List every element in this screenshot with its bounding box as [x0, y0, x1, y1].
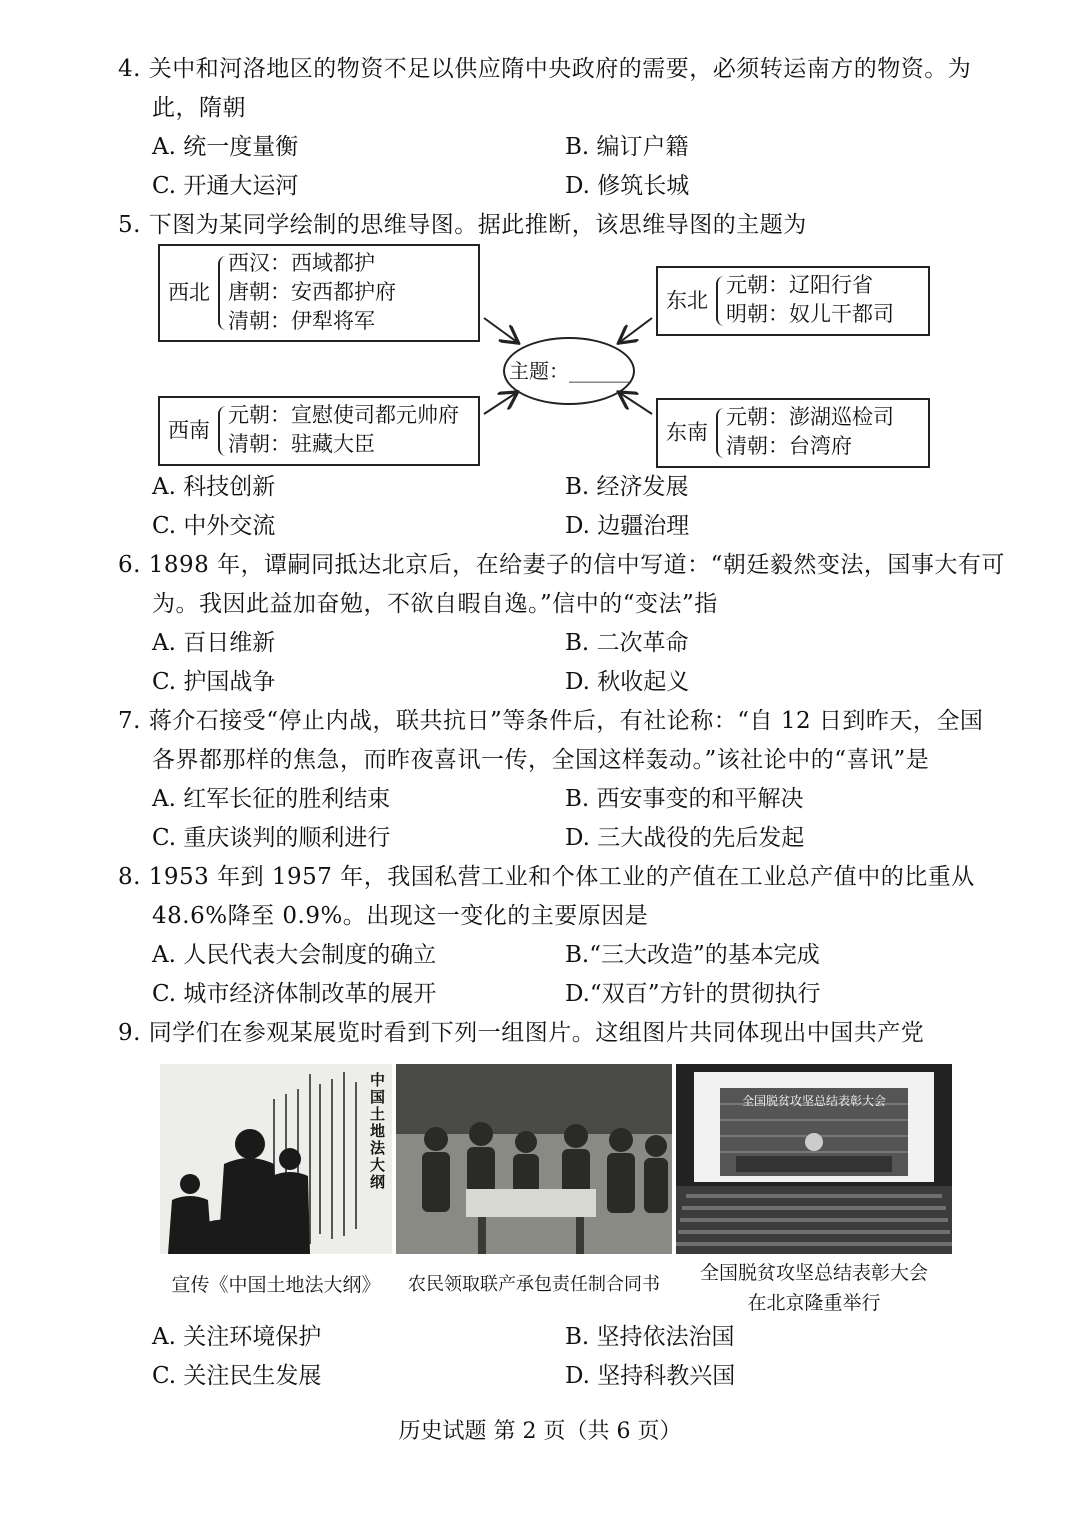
caption-photo-1: 宣传《中国土地法大纲》	[171, 1274, 381, 1296]
photo-land-law-propaganda	[160, 1064, 392, 1254]
question-4-stem-line1: 4. 关中和河洛地区的物资不足以供应隋中央政府的需要，必须转运南方的物资。为	[118, 56, 972, 82]
arrow-southwest	[484, 393, 516, 414]
question-7-stem-line1: 7. 蒋介石接受“停止内战，联共抗日”等条件后，有社论称：“自 12 日到昨天，全国	[118, 708, 984, 734]
q6-option-b[interactable]: B. 二次革命	[565, 630, 689, 656]
q8-option-c[interactable]: C. 城市经济体制改革的展开	[152, 981, 437, 1007]
q4-option-d[interactable]: D. 修筑长城	[565, 173, 690, 199]
question-8-stem-line1: 8. 1953 年到 1957 年，我国私营工业和个体工业的产值在工业总产值中的比重从	[118, 864, 975, 890]
q7-option-b[interactable]: B. 西安事变的和平解决	[565, 786, 804, 812]
page-footer: 历史试题 第 2 页（共 6 页）	[398, 1419, 682, 1444]
q7-option-a[interactable]: A. 红军长征的胜利结束	[152, 786, 391, 812]
question-5-stem: 5. 下图为某同学绘制的思维导图。据此推断，该思维导图的主题为	[118, 212, 807, 238]
question-9-stem: 9. 同学们在参观某展览时看到下列一组图片。这组图片共同体现出中国共产党	[118, 1020, 925, 1046]
question-8-stem-line2: 48.6%降至 0.9%。出现这一变化的主要原因是	[152, 903, 649, 929]
arrow-southeast	[620, 393, 652, 414]
q9-option-c[interactable]: C. 关注民生发展	[152, 1363, 322, 1389]
q4-option-c[interactable]: C. 开通大运河	[152, 173, 299, 199]
q9-option-a[interactable]: A. 关注环境保护	[152, 1324, 322, 1350]
q9-option-b[interactable]: B. 坚持依法治国	[565, 1324, 735, 1350]
caption-photo-3-line2: 在北京隆重举行	[747, 1292, 881, 1314]
question-7-stem-line2: 各界都那样的焦急，而昨夜喜讯一传，全国这样轰动。”该社论中的“喜讯”是	[152, 747, 930, 773]
mindmap-item: 唐朝：安西都护府	[228, 280, 396, 304]
q6-option-c[interactable]: C. 护国战争	[152, 669, 276, 695]
mindmap-item: 清朝：台湾府	[726, 434, 852, 458]
mindmap-arrows	[0, 0, 1080, 500]
question-8	[118, 858, 975, 936]
q8-option-a[interactable]: A. 人民代表大会制度的确立	[152, 942, 437, 968]
question-6-stem-line2: 为。我因此益加奋勉，不欲自暇自逸。”信中的“变法”指	[152, 591, 718, 617]
mindmap-item: 元朝：宣慰使司都元帅府	[228, 403, 459, 427]
land-law-vertical-title: 中国土地法大纲	[370, 1071, 386, 1191]
arrow-northwest	[484, 318, 517, 342]
mindmap-item: 西汉：西域都护	[228, 251, 375, 275]
region-label-northeast: 东北	[666, 288, 708, 313]
q9-option-d[interactable]: D. 坚持科教兴国	[565, 1363, 736, 1389]
q4-option-a[interactable]: A. 统一度量衡	[152, 134, 299, 160]
q6-option-d[interactable]: D. 秋收起义	[565, 669, 690, 695]
farmers-scene-illustration	[396, 1064, 672, 1254]
q8-option-b[interactable]: B.“三大改造”的基本完成	[565, 942, 820, 968]
region-label-southeast: 东南	[666, 420, 708, 445]
q4-option-b[interactable]: B. 编订户籍	[565, 134, 689, 160]
mindmap-center-topic: 主题：______	[503, 337, 635, 405]
caption-photo-3-line1: 全国脱贫攻坚总结表彰大会	[699, 1262, 928, 1284]
q7-option-d[interactable]: D. 三大战役的先后发起	[565, 825, 805, 851]
q8-option-d[interactable]: D.“双百”方针的贯彻执行	[565, 981, 821, 1007]
region-label-southwest: 西南	[168, 418, 210, 443]
question-6-stem-line1: 6. 1898 年，谭嗣同抵达北京后，在给妻子的信中写道：“朝廷毅然变法，国事大有可	[118, 552, 1005, 578]
caption-photo-2: 农民领取联产承包责任制合同书	[408, 1274, 660, 1295]
question-4-stem-line2: 此，隋朝	[152, 95, 246, 121]
q5-option-b[interactable]: B. 经济发展	[565, 474, 689, 500]
mindmap-item: 清朝：驻藏大臣	[228, 432, 375, 456]
mindmap-item: 明朝：奴儿干都司	[726, 302, 894, 326]
q5-option-c[interactable]: C. 中外交流	[152, 513, 276, 539]
mindmap-item: 元朝：辽阳行省	[726, 273, 873, 297]
question-9	[118, 1014, 924, 1053]
question-7	[118, 702, 983, 780]
question-6	[118, 546, 1005, 624]
q7-option-c[interactable]: C. 重庆谈判的顺利进行	[152, 825, 391, 851]
mindmap-item: 元朝：澎湖巡检司	[726, 405, 894, 429]
photo-farmers-contracts	[396, 1064, 672, 1254]
land-law-poster-illustration	[160, 1064, 392, 1254]
mindmap-item: 清朝：伊犁将军	[228, 309, 375, 333]
photo-poverty-alleviation-conference	[676, 1064, 952, 1254]
q6-option-a[interactable]: A. 百日维新	[152, 630, 276, 656]
q5-option-a[interactable]: A. 科技创新	[152, 474, 276, 500]
region-label-northwest: 西北	[168, 280, 210, 305]
arrow-northeast	[620, 318, 652, 342]
q5-option-d[interactable]: D. 边疆治理	[565, 513, 690, 539]
conference-banner-text: 全国脱贫攻坚总结表彰大会	[741, 1094, 886, 1108]
